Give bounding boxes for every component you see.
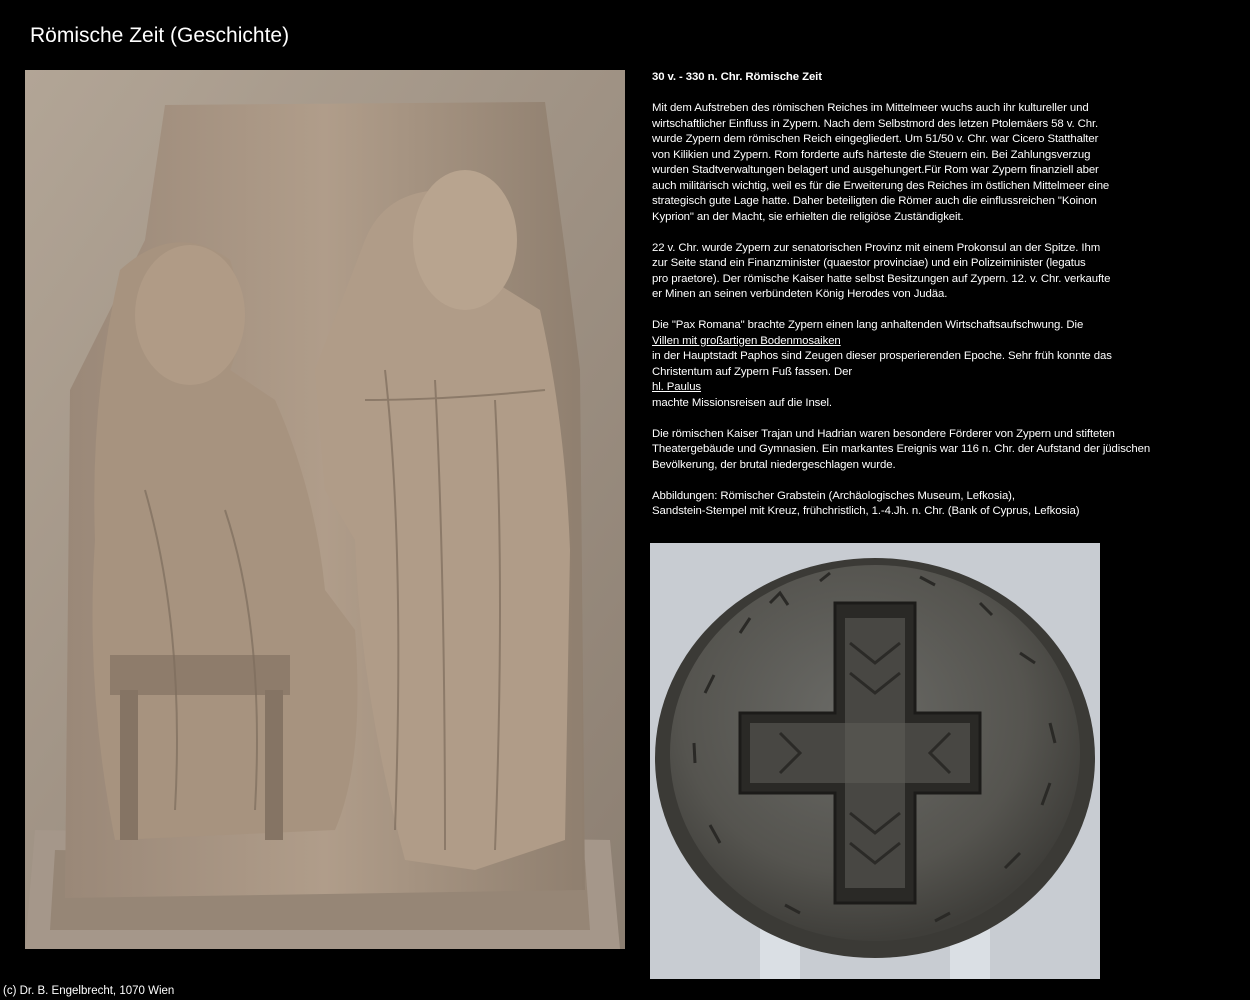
text-line: Die "Pax Romana" brachte Zypern einen lang anhaltenden Wirtschaftsaufschwung. Die	[652, 319, 1084, 331]
text-line: Christentum auf Zypern Fuß fassen. Der	[652, 365, 853, 378]
text-line: machte Missionsreisen auf die Insel.	[652, 396, 833, 409]
text-line: wurden Stadtverwaltungen belagert und ausgehungert.Für Rom war Zypern finanziell aber	[652, 164, 1099, 176]
caption-line: Sandstein-Stempel mit Kreuz, frühchristlich, 1.-4.Jh. n. Chr. (Bank of Cyprus, Lefkosia)	[652, 505, 1080, 517]
paragraph-senatorial-province	[652, 241, 1212, 303]
gravestone-photo	[25, 70, 625, 949]
paragraph-roman-influence	[652, 101, 1212, 225]
paragraph-pax-romana	[652, 318, 1212, 411]
link-hl-paulus[interactable]: hl. Paulus	[652, 381, 702, 393]
text-line: wirtschaftlicher Einfluss in Zypern. Nach dem Selbstmord des letzen Ptolemäers 58 v. Chr.	[652, 117, 1099, 130]
text-line: Bevölkerung, der brutal niedergeschlagen wurde.	[652, 458, 896, 471]
paragraph-trajan-hadrian	[652, 427, 1212, 474]
text-line: strategisch gute Lage hatte. Daher beteiligten die Römer auch die einflussreichen "Koinon	[652, 195, 1097, 207]
text-line: zur Seite stand ein Finanzminister (quaestor provinciae) und ein Polizeiminister (legatus	[652, 257, 1086, 269]
copyright-footer: (c) Dr. B. Engelbrecht, 1070 Wien	[3, 985, 175, 997]
text-line: Theatergebäude und Gymnasien. Ein markantes Ereignis war 116 n. Chr. der Aufstand der jüdischen	[652, 443, 1151, 455]
text-line: 22 v. Chr. wurde Zypern zur senatorischen Provinz mit einem Prokonsul an der Spitze. Ihm	[652, 241, 1101, 254]
image-captions	[652, 489, 1212, 520]
text-line: er Minen an seinen verbündeten König Herodes von Judäa.	[652, 288, 948, 300]
page-title: Römische Zeit (Geschichte)	[30, 24, 290, 47]
text-line: Die römischen Kaiser Trajan und Hadrian waren besondere Förderer von Zypern und stifteten	[652, 427, 1115, 440]
text-line: wurde Zypern dem römischen Reich eingegliedert. Um 51/50 v. Chr. war Cicero Statthalter	[652, 133, 1099, 145]
text-line: auch militärisch wichtig, weil es für die Erweiterung des Reiches im östlichen Mittelmeer eine	[652, 179, 1110, 192]
caption-line: Abbildungen: Römischer Grabstein (Archäologisches Museum, Lefkosia),	[652, 489, 1015, 502]
article-heading: 30 v. - 330 n. Chr. Römische Zeit	[652, 71, 822, 83]
article-text	[652, 70, 1212, 535]
text-line: pro praetore). Der römische Kaiser hatte selbst Besitzungen auf Zypern. 12. v. Chr. verkaufte	[652, 272, 1111, 285]
link-villen-mosaiken[interactable]: Villen mit großartigen Bodenmosaiken	[652, 334, 841, 347]
text-line: von Kilikien und Zypern. Rom forderte aufs härteste die Steuern ein. Bei Zahlungsverzug	[652, 148, 1091, 161]
text-line: Mit dem Aufstreben des römischen Reiches im Mittelmeer wuchs auch ihr kultureller und	[652, 102, 1089, 114]
text-line: Kyprion" an der Macht, sie erhielten die religiöse Zuständigkeit.	[652, 210, 964, 223]
stamp-photo	[650, 543, 1100, 979]
text-line: in der Hauptstadt Paphos sind Zeugen dieser prosperierenden Epoche. Sehr früh konnte das	[652, 350, 1112, 362]
